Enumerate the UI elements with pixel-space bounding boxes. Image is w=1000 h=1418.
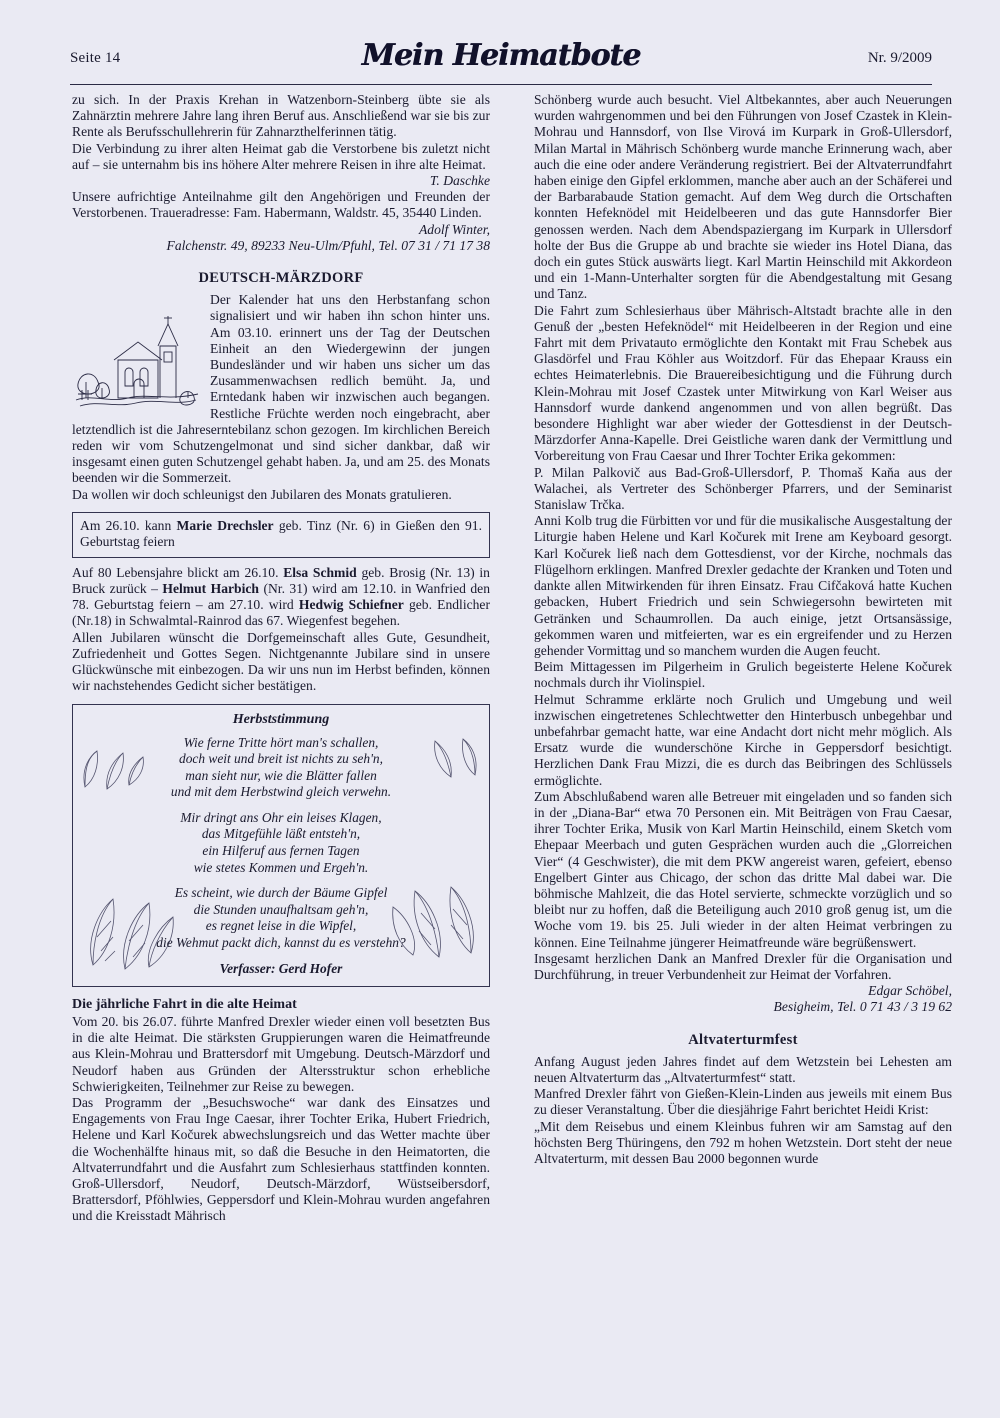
jubilare-t3: (Nr. 31) wird am 12.10. in Wanfried den 78. Geburtstag feiern – am 27.10. wird [72, 580, 490, 613]
obituary-address: Falchenstr. 49, 89233 Neu-Ulm/Pfuhl, Tel. 07 31 / 71 17 38 [166, 237, 490, 253]
section-heading-deutsch-maerzdorf: DEUTSCH-MÄRZDORF [198, 270, 364, 287]
right-column [534, 92, 952, 1167]
birthday-text-post: geb. Tinz (Nr. 6) in Gießen den 91. Geburtstag feiern [80, 517, 482, 550]
right-paragraph-8: Insgesamt herzlichen Dank an Manfred Drexler für die Organisation und Durchführung, in treuer Verbundenheit zur Heimat der Vorfahren. [534, 950, 952, 982]
birthday-text-pre: Am 26.10. kann [80, 517, 177, 533]
poem-title: Herbststimmung [232, 712, 330, 728]
maerzdorf-paragraph-2: Da wollen wir doch schleunigst den Jubilaren des Monats gratulieren. [72, 486, 452, 502]
jubilare-name-3: Hedwig Schiefner [298, 597, 404, 613]
right-paragraph-10: Manfred Drexler fährt von Gießen-Klein-Linden aus jeweils mit einem Bus zu dieser Veranstaltung. Über die diesjährige Fahrt berichtet Heidi Krist: [534, 1086, 952, 1118]
poem-box [72, 704, 490, 987]
left-column [72, 92, 490, 1225]
wishes-paragraph: Allen Jubilaren wünscht die Dorfgemeinschaft alles Gute, Gesundheit, Zufriedenheit und Gottes Segen. Nichtgenannte Jubilare sind in unsere Glückwünsche mit einbezogen. Da wir uns nun im Herbst befinden, können wir nachstehendes Gedicht sicher bestätigen. [72, 629, 490, 694]
page-number-left: Seite 14 [70, 50, 121, 66]
right-paragraph-3: P. Milan Palkovič aus Bad-Groß-Ullersdorf, P. Thomaš Kaňa aus der Walachei, als Vertreter des Schönberger Pfarrers, und der Seminarist Stanislaw Trčka. [534, 464, 952, 513]
obituary-signature-2: Adolf Winter, [419, 221, 490, 237]
section-heading-altvaterturmfest: Altvaterturmfest [688, 1031, 798, 1048]
jubilare-t2: geb. Brosig (Nr. 13) in Bruck zurück – [72, 564, 490, 596]
obituary-paragraph-3: Unsere aufrichtige Anteilnahme gilt den Angehörigen und Freunden der Verstorbenen. Traueradresse: Fam. Habermann, Waldstr. 45, 35440 Linden. [72, 189, 490, 221]
poem-stanza-1: Wie ferne Tritte hört man's schallen, doch weit und breit ist nichts zu seh'n, man sieht nur, wie die Blätter fallen und mit dem Herbstwind gleich verwehn. [170, 734, 392, 800]
right-paragraph-2: Die Fahrt zum Schlesierhaus über Mährisch-Altstadt brachte alle in den Genuß der „besten Hefeknödel“ mit Heidelbeeren in der Region und eine Fahrt mit dem Privatauto ermöglichte den Kontakt mit Frau Schebek aus Glasdörfel und Frau Köhler aus Woitzdorf. Für das Ehepaar Krauss ein echtes Heimaterlebnis. Die Brauereibesichtigung und die Führung durch Klein-Mohrau mit Josef Czastek unter Mitwirkung von Karl Weiser aus Hannsdorf wurde dankend angenommen und von allen begrüßt. Das besondere Highlight war aber wieder der Gottesdienst in der Deutsch-Märzdorfer Anna-Kapelle. Drei Geistliche waren dank der Vermittlung und Vorbereitung von Frau Caesar und Ihrer Tochter Erika gekommen: [534, 302, 952, 464]
obituary-signature-1: T. Daschke [429, 173, 490, 189]
header-divider [70, 84, 932, 85]
trip-paragraph-1: Vom 20. bis 26.07. führte Manfred Drexler wieder einen voll besetzten Bus in die alte Heimat. Die stärksten Gruppierungen waren die Heimatfreunde aus Klein-Mohrau und Brattersdorf mit Umgebung. Deutsch-Märzdorf und Neudorf haben aus Gründen der Altersstruktur schon erhebliche Schwierigkeiten, Teilnehmer zur Reise zu bewegen. [72, 1014, 490, 1094]
right-signature-1: Edgar Schöbel, [868, 983, 952, 999]
trip-paragraph-2: Das Programm der „Besuchswoche“ war dank des Einsatzes und Engagements von Frau Inge Caesar, ihrer Tochter Erika, Hubert Friedrich, Helene und Karl Kočurek abwechslungsreich und das Wetter machte über die Wochenhälfte hinaus mit, so daß die Besuche in den Heimatorten, die Altvaterrundfahrt und die Ausfahrt zum Schlesierhaus stattfinden konnten. Groß-Ullersdorf, Neudorf, Deutsch-Märzdorf, Wüstseibersdorf, Brattersdorf, Pföhlwies, Geppersdorf und Klein-Mohrau wurden angefahren und die Kreisstadt Mährisch [72, 1095, 490, 1224]
maerzdorf-paragraph-1: Der Kalender hat uns den Herbstanfang schon signalisiert und wir haben ihn schon hinter uns. Am 03.10. erinnert uns der Tag der Deutschen Einheit an den Wiedergewinn der jungen Bundesländer und wir haben uns sicher um das Zusammenwachsen redlich bemüht. Ja, und Erntedank haben wir inzwischen auch begangen. Restliche Früchte werden noch eingebracht, aber letztendlich ist die Jahreserntebilanz schon gezogen. Im kirchlichen Bereich reden wir vom Schutzengelmonat und sind sicher dankbar, daß wir insgesamt einen guten Schutzengel gehabt haben. Ja, und am 25. des Monats beenden wir die Sommerzeit. [72, 292, 490, 486]
obituary-paragraph-2: Die Verbindung zu ihrer alten Heimat gab die Verstorbene bis zuletzt nicht auf – sie unternahm bis ins höhere Alter mehrere Reisen in ihre alte Heimat. [72, 140, 490, 172]
right-paragraph-1: Schönberg wurde auch besucht. Viel Altbekanntes, aber auch Neuerungen wurden wahrgenommen und bei den Führungen von Josef Czastek in Klein-Mohrau und Hannsdorf, von Ilse Virová im Kurpark in Groß-Ullersdorf, Milan Martal in Mährisch Schönberg wurde manche Erinnerung wach, aber auch die eine oder andere Veränderung registriert. Bei der Altvaterrundfahrt haben einige den Gipfel erklommen, manche aber auch an der Schäferei und der Barbarabaude Station gemacht. Auf dem Weg durch die Ortschaften konnten Hefeknödel mit Heidelbeeren und das gute Hannsdorfer Bier genossen werden. Nach dem Abendspaziergang im Kurpark in Ullersdorf holte der Bus die Gruppe ab und brachte sie wieder ins Hotel Diana, das doch ein gutes Stück auswärts liegt. Karl Martin Heinschild mit Akkordeon und ein 1-Mann-Unterhalter sorgten für die Abendgestaltung mit Gesang und Tanz. [534, 92, 952, 302]
right-signature-2: Besigheim, Tel. 0 71 43 / 3 19 62 [773, 999, 952, 1015]
jubilare-t4: geb. Endlicher (Nr.18) in Schwalmtal-Rainrod das 67. Wiegenfest begehen. [72, 597, 490, 629]
jubilare-paragraph [72, 565, 490, 630]
church-illustration-icon [72, 294, 202, 416]
poem-stanza-2: Mir dringt ans Ohr ein leises Klagen, das Mitgefühle läßt entsteh'n, ein Hilferuf aus fernen Tagen wie stetes Kommen und Ergeh'n. [180, 809, 382, 875]
issue-number: Nr. 9/2009 [867, 50, 932, 66]
page-header [70, 38, 932, 80]
birthday-highlight-box [72, 512, 490, 558]
right-paragraph-7: Zum Abschlußabend waren alle Betreuer mit eingeladen und so fanden sich in der „Diana-Bar“ etwa 70 Personen ein. Mit Beiträgen von Frau Caesar, ihrer Tochter Erika, Musik von Karl Martin Heinschild, einem Sketch vom Ehepaar Meerbach und guten Gesprächen wurden auch die „Glorreichen Vier“ (4 Geschwister), die mit dem PKW angereist waren, gefeiert, ebenso Engelbert Ginter aus Chicago, der schon das dritte Mal dabei war. Die böhmische Mahlzeit, die das Hotel servierte, schmeckte vorzüglich und so bleibt nur zu hoffen, daß die Beteiligung auch 2010 groß genug ist, um die Woche vom 19. bis 25. Juli wieder in der alten Heimat verbringen zu können. Eine Teilnahme jüngerer Heimatfreunde wäre begrüßenswert. [534, 788, 952, 950]
right-paragraph-4: Anni Kolb trug die Fürbitten vor und für die musikalische Ausgestaltung der Liturgie haben Helene und Karl Kočurek mit Irene am Keyboard gesorgt. Karl Kočurek ließ nach dem Gottesdienst, vor der Kirche, nochmals das Flügelhorn erklingen. Manfred Drexler gedachte der Kranken und Toten und dankte allen Mitwirkenden für ihren Einsatz. Frau Cifčaková hatte Kuchen gebacken, Hubert Friedrich und sein Schwiegersohn bewirteten mit Getränken und Schaumrollen. Da auch einige, jetzt Ortsansässige, gekommen waren und mitfeierten, war es ein ergreifender und zu Herzen gehender Vormittag und so manchem wurden die Augen feucht. [534, 513, 952, 658]
right-paragraph-11: „Mit dem Reisebus und einem Kleinbus fuhren wir am Samstag auf den höchsten Berg Thüringens, den 792 m hohen Wetzstein. Dort steht der neue Altvaterturm, mit dessen Bau 2000 begonnen wurde [534, 1118, 952, 1166]
right-paragraph-5: Beim Mittagessen im Pilgerheim in Grulich begeisterte Helene Kočurek nochmals durch ihr Violinspiel. [534, 659, 952, 691]
poem-author: Verfasser: Gerd Hofer [219, 960, 343, 976]
trip-heading: Die jährliche Fahrt in die alte Heimat [72, 996, 297, 1012]
poem-stanza-3: Es scheint, wie durch der Bäume Gipfel die Stunden unaufhaltsam geh'n, es regnet leise in die Wipfel, die Wehmut packt dich, kannst du es verstehn? [156, 885, 406, 951]
birthday-name: Marie Drechsler [176, 517, 274, 533]
right-paragraph-6: Helmut Schramme erklärte noch Grulich und Umgebung und weil inzwischen eingetretenes Schlechtwetter den Hinterbusch unbegehbar und unbefahrbar gemacht hatte, war eine Andacht dort nicht mehr möglich. Als Ersatz wurde die wunderschöne Kirche in Geppersdorf besichtigt. Herzlichen Dank Frau Mizzi, die es durch das Beibringen des Schlüssels ermöglichte. [534, 691, 952, 788]
jubilare-name-1: Elsa Schmid [283, 564, 357, 580]
jubilare-name-2: Helmut Harbich [162, 580, 259, 596]
masthead-title: Mein Heimatbote [361, 38, 641, 73]
right-paragraph-9: Anfang August jeden Jahres findet auf dem Wetzstein bei Lehesten am neuen Altvaterturm das „Altvaterturmfest“ statt. [534, 1053, 952, 1085]
obituary-paragraph-1: zu sich. In der Praxis Krehan in Watzenborn-Steinberg übte sie als Zahnärztin mehrere Jahre lang ihren Beruf aus. Anschließend war sie bis zur Rente als Berufsschullehrerin für Zahnarzthelferinnen tätig. [72, 92, 490, 140]
jubilare-t1: Auf 80 Lebensjahre blickt am 26.10. [72, 564, 284, 580]
